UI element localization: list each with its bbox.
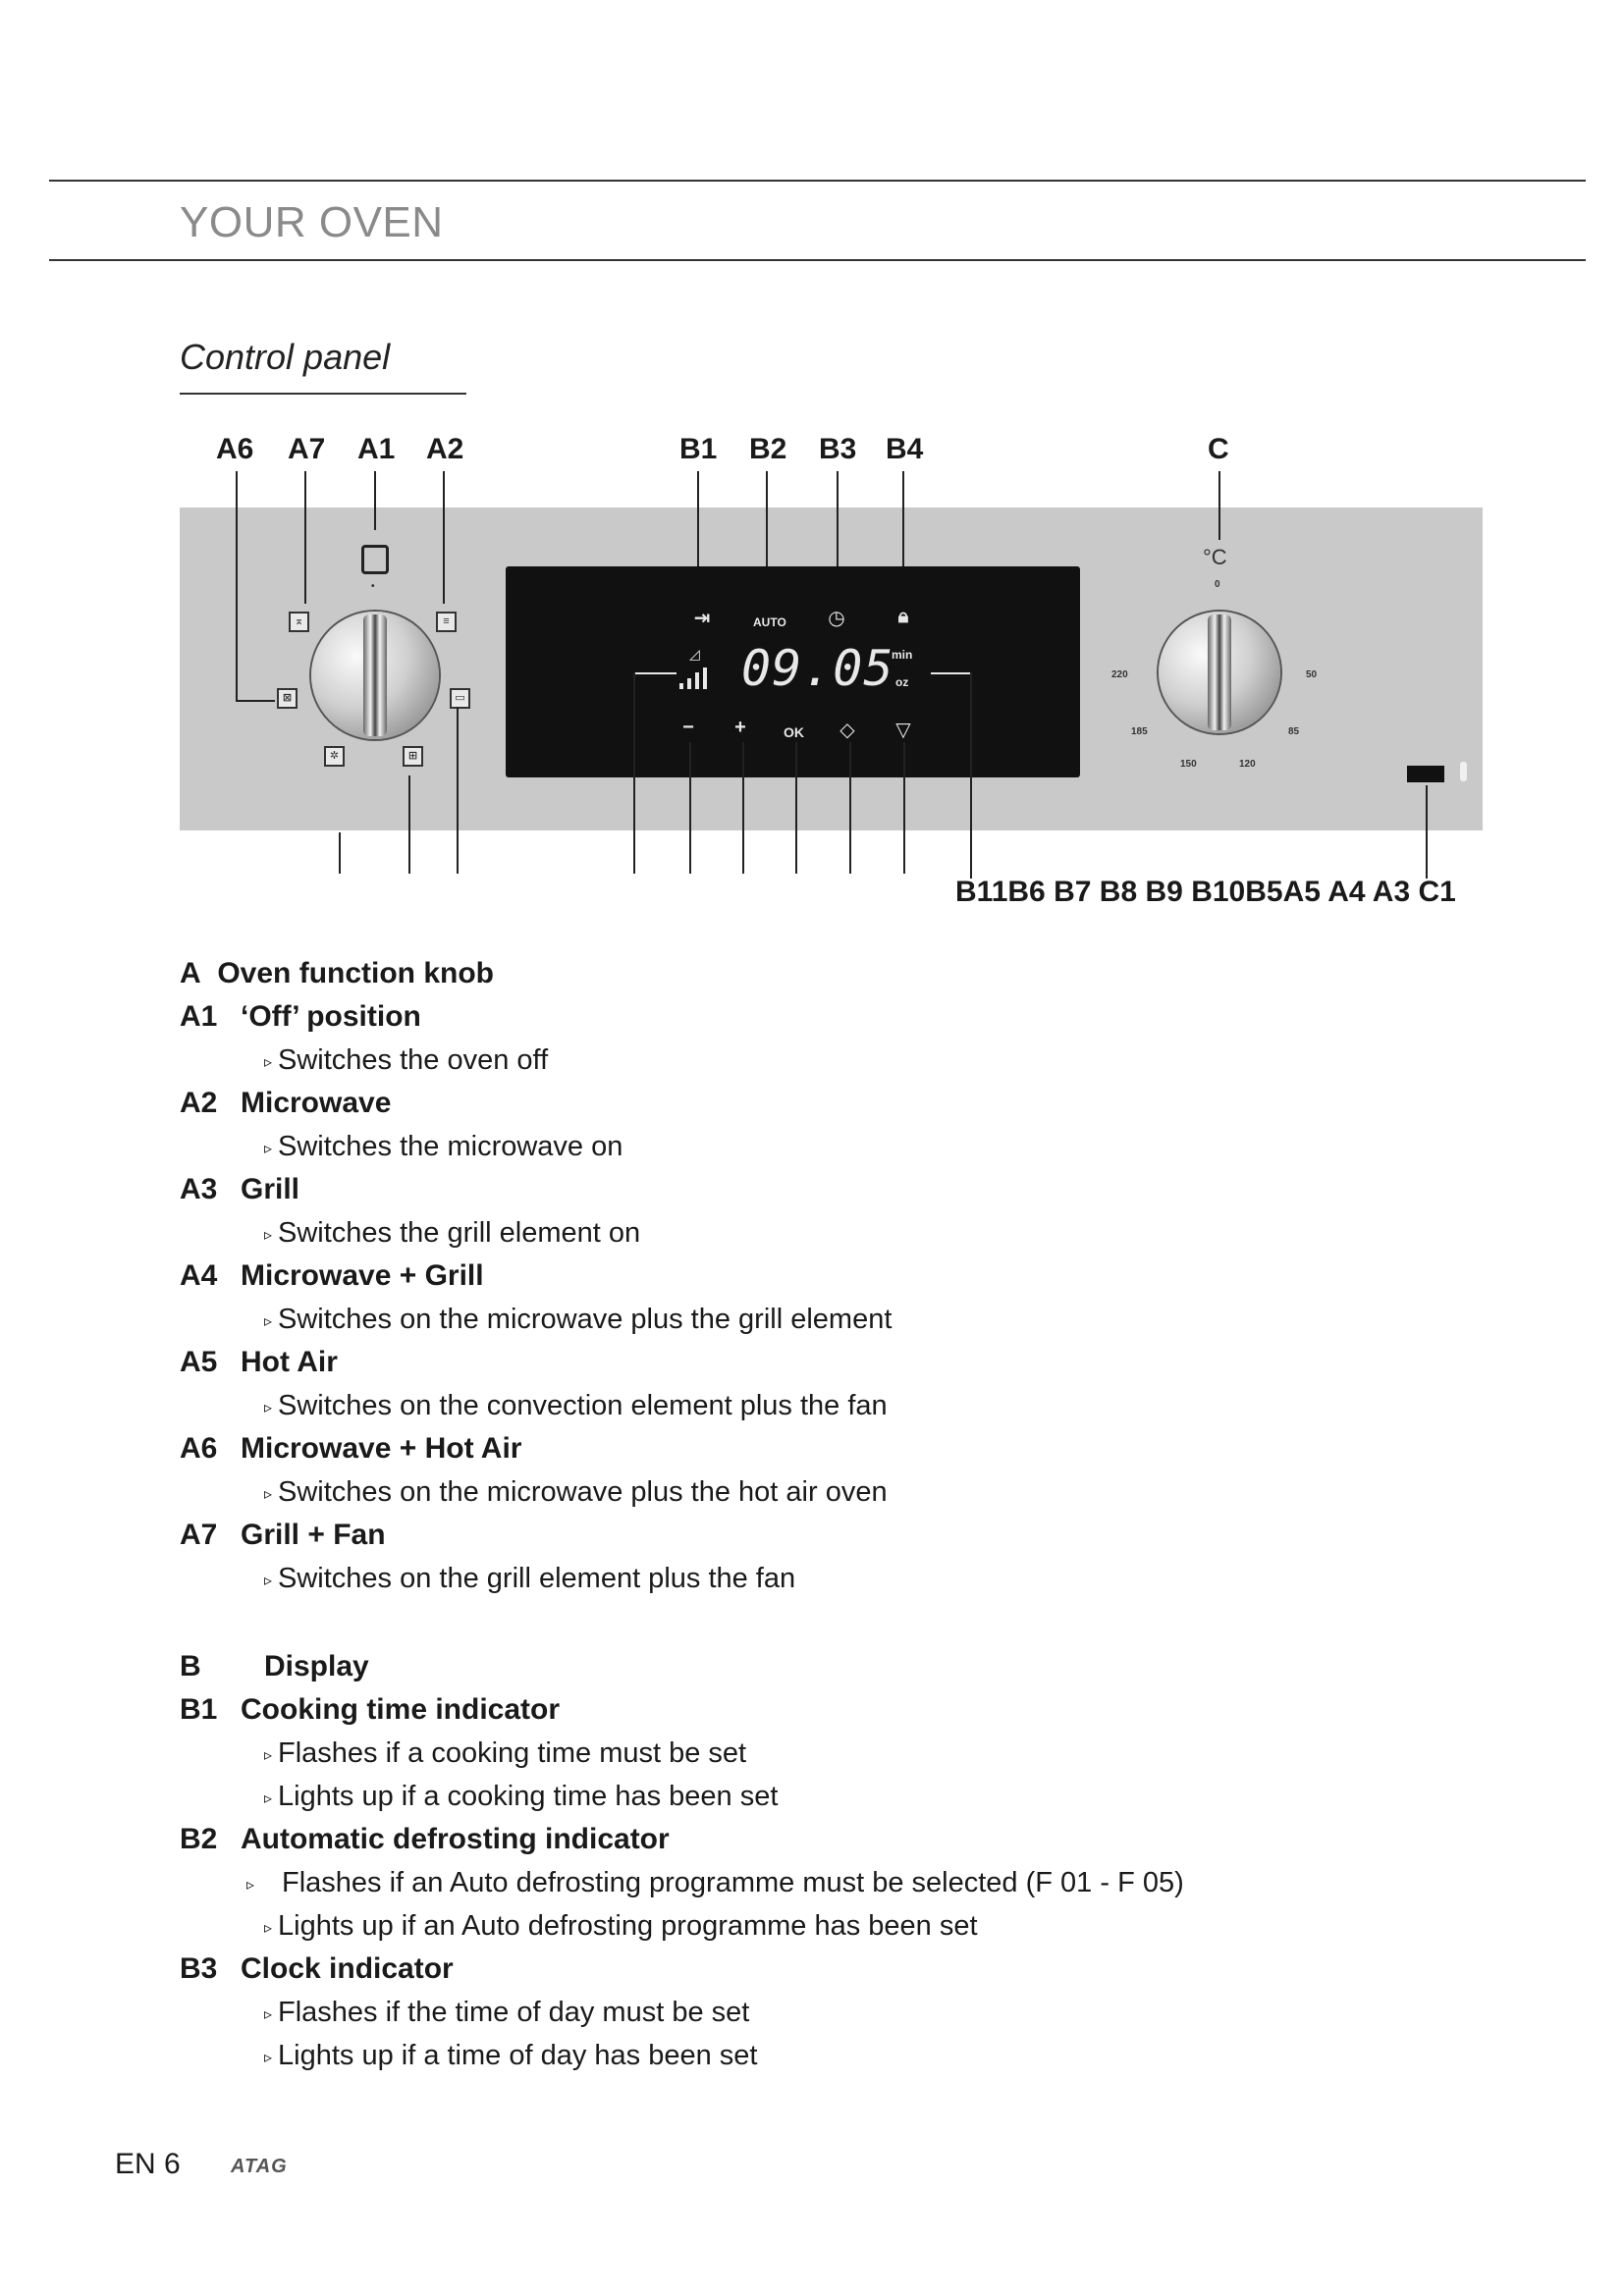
heat-indicator-light xyxy=(1407,766,1444,782)
off-position-dot: • xyxy=(371,581,375,592)
definition-item: ▹ Lights up if an Auto defrosting programme has been set xyxy=(264,1910,978,1942)
brand-logo: ATAG xyxy=(231,2156,288,2177)
temperature-150: 150 xyxy=(1180,759,1197,770)
definition-a6: A6 Microwave + Hot Air xyxy=(180,1432,522,1465)
callout-b9: B9 xyxy=(1145,876,1183,908)
leader-a3 xyxy=(457,707,459,874)
definition-item: ▹ Switches the oven off xyxy=(264,1044,549,1076)
header-rule-bottom xyxy=(49,259,1586,261)
leader-c1 xyxy=(1426,785,1428,879)
definition-b2: B2 Automatic defrosting indicator xyxy=(180,1823,670,1855)
unit-min: min xyxy=(892,648,913,662)
microwave-hot-air-icon: ⊠ xyxy=(277,688,298,709)
stop-button[interactable]: ▽ xyxy=(895,720,911,741)
header-rule-top xyxy=(49,180,1586,182)
spacer xyxy=(180,1600,1554,1645)
leader-a6-horizontal xyxy=(236,700,275,702)
section-heading-a: A Oven function knob xyxy=(180,957,495,989)
leader-b11 xyxy=(633,672,635,874)
callout-a2: A2 xyxy=(426,433,464,465)
definition-item: ▹ Lights up if a cooking time has been set xyxy=(264,1781,779,1812)
leader-b9 xyxy=(849,742,851,874)
callout-b11: B11 xyxy=(955,876,1008,908)
temperature-120: 120 xyxy=(1239,759,1256,770)
callout-b10: B10 xyxy=(1191,876,1246,908)
grill-icon: ▭ xyxy=(450,688,470,709)
lock-icon: 🔒︎ xyxy=(897,606,909,627)
callout-b5: B5 xyxy=(1245,876,1283,908)
temperature-knob[interactable] xyxy=(1159,612,1280,733)
off-position-symbol xyxy=(361,545,389,574)
clock-icon: ◷ xyxy=(828,608,845,629)
callout-a1: A1 xyxy=(357,433,396,465)
start-button[interactable]: ◇ xyxy=(839,720,855,741)
callout-b6: B6 xyxy=(1007,876,1046,908)
microwave-icon: ≡ xyxy=(436,612,457,632)
leader-a5 xyxy=(339,832,341,874)
definition-item: ▹ Lights up if a time of day has been set xyxy=(264,2040,758,2071)
leader-a7 xyxy=(304,471,306,604)
temperature-185: 185 xyxy=(1131,726,1148,737)
leader-b8 xyxy=(795,742,797,874)
callout-bottom-row xyxy=(955,876,1456,909)
leader-a2 xyxy=(443,471,445,604)
temperature-50: 50 xyxy=(1306,669,1318,680)
signal-corner-icon: ◿ xyxy=(689,646,700,662)
leader-b5 xyxy=(970,672,972,879)
leader-c xyxy=(1218,471,1220,540)
temperature-zero: 0 xyxy=(1215,579,1220,590)
thermometer-icon xyxy=(1460,762,1467,781)
callout-a3: A3 xyxy=(1372,876,1411,908)
callout-a7: A7 xyxy=(288,433,326,465)
definition-item: ▹ Flashes if an Auto defrosting programme must be selected (F 01 - F 05) xyxy=(246,1867,1184,1898)
definition-item: ▹ Switches the microwave on xyxy=(264,1131,623,1162)
definition-a7: A7 Grill + Fan xyxy=(180,1519,386,1551)
power-level-icon xyxy=(679,664,719,689)
temperature-220: 220 xyxy=(1111,669,1128,680)
definition-item: ▹ Switches on the microwave plus the hot air oven xyxy=(264,1476,888,1508)
leader-b5-horizontal xyxy=(931,672,972,674)
callout-c: C xyxy=(1208,433,1229,465)
definition-a3: A3 Grill xyxy=(180,1173,300,1205)
callout-a4: A4 xyxy=(1327,876,1366,908)
grill-fan-icon: ⌅ xyxy=(289,612,309,632)
unit-oz: oz xyxy=(895,675,909,689)
definition-item: ▹ Flashes if the time of day must be set xyxy=(264,1997,750,2028)
definition-a2: A2 Microwave xyxy=(180,1087,392,1119)
leader-b11-horizontal xyxy=(633,672,677,674)
ok-button[interactable]: OK xyxy=(784,724,804,740)
hot-air-icon: ✲ xyxy=(324,746,345,767)
callout-c1: C1 xyxy=(1418,876,1456,908)
callout-b1: B1 xyxy=(679,433,718,465)
page-number: EN 6 xyxy=(115,2148,181,2180)
section-underline xyxy=(180,393,466,395)
definition-b1: B1 Cooking time indicator xyxy=(180,1693,561,1726)
definition-a1: A1 ‘Off’ position xyxy=(180,1000,421,1033)
definition-b3: B3 Clock indicator xyxy=(180,1952,454,1985)
temperature-85: 85 xyxy=(1288,726,1300,737)
definition-item: ▹ Flashes if a cooking time must be set xyxy=(264,1737,747,1769)
minus-button[interactable]: − xyxy=(682,717,694,738)
display-time: 09.05 xyxy=(741,640,894,697)
definition-item: ▹ Switches the grill element on xyxy=(264,1217,641,1249)
leader-a1 xyxy=(374,471,376,530)
oven-function-knob-grip xyxy=(363,614,387,736)
definition-item: ▹ Switches on the convection element plus the fan xyxy=(264,1390,888,1421)
page-title: YOUR OVEN xyxy=(180,198,444,246)
callout-a5: A5 xyxy=(1282,876,1321,908)
definition-a5: A5 Hot Air xyxy=(180,1346,338,1378)
definition-a4: A4 Microwave + Grill xyxy=(180,1259,484,1292)
callout-b3: B3 xyxy=(819,433,857,465)
leader-a6 xyxy=(236,471,238,700)
auto-defrost-icon: AUTO xyxy=(753,615,786,629)
definitions xyxy=(180,952,1554,2077)
oven-function-knob[interactable] xyxy=(311,612,439,739)
callout-b4: B4 xyxy=(886,433,924,465)
microwave-grill-icon: ⊞ xyxy=(403,746,423,767)
temperature-knob-grip xyxy=(1208,614,1231,730)
leader-a4 xyxy=(408,775,410,874)
leader-b6 xyxy=(689,742,691,874)
section-heading-b: B Display xyxy=(180,1650,369,1682)
callout-a6: A6 xyxy=(216,433,254,465)
temperature-unit: °C xyxy=(1203,545,1227,569)
plus-button[interactable]: + xyxy=(734,717,746,738)
callout-b8: B8 xyxy=(1099,876,1138,908)
definition-item: ▹ Switches on the microwave plus the grill element xyxy=(264,1304,893,1335)
callout-b2: B2 xyxy=(749,433,787,465)
leader-b7 xyxy=(742,742,744,874)
callout-b7: B7 xyxy=(1054,876,1092,908)
section-title: Control panel xyxy=(180,337,391,377)
definition-item: ▹ Switches on the grill element plus the fan xyxy=(264,1563,796,1594)
leader-b10 xyxy=(903,742,905,874)
cooking-time-icon: ⇥ xyxy=(693,608,711,629)
